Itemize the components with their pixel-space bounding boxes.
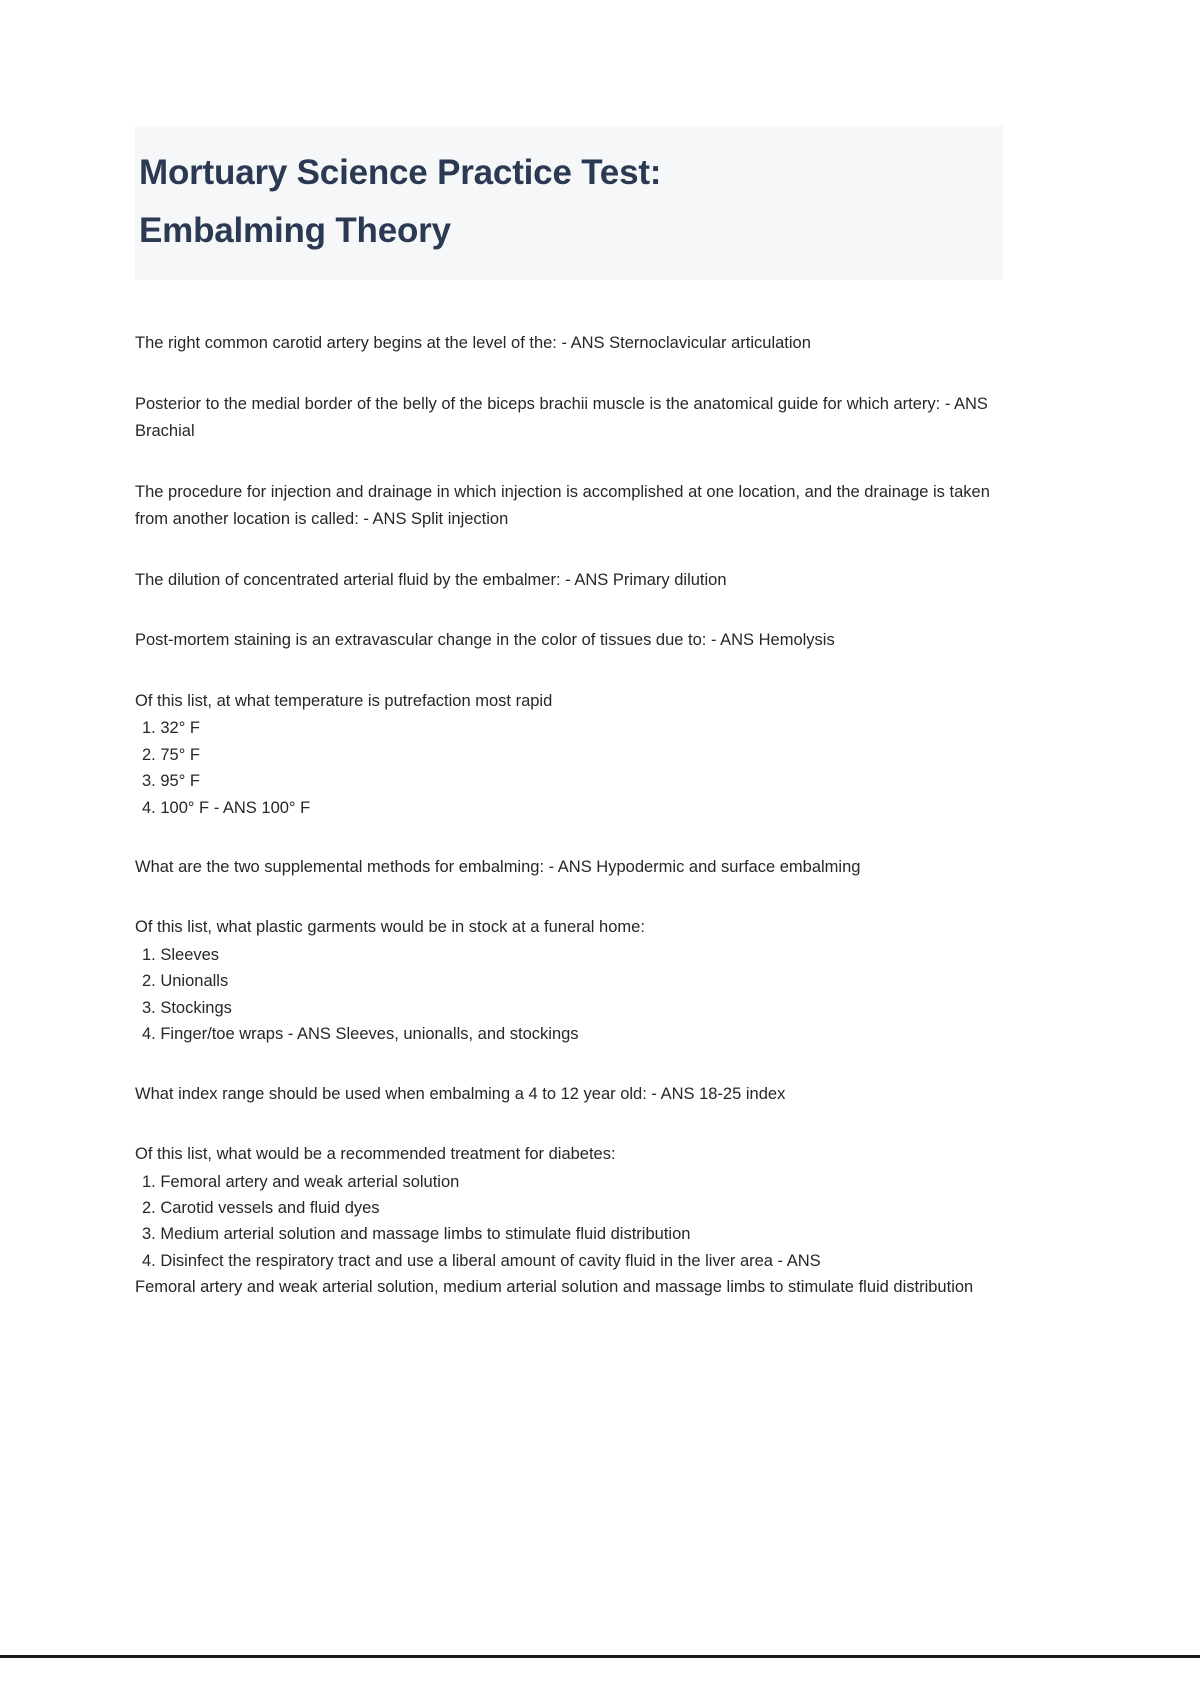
question-stem: Of this list, at what temperature is putrefaction most rapid [135, 691, 553, 710]
list-item: 2. Carotid vessels and fluid dyes [142, 1199, 380, 1218]
question-stem: Of this list, what would be a recommended treatment for diabetes: [135, 1145, 616, 1164]
qa-text: The dilution of concentrated arterial fluid by the embalmer: - ANS Primary dilution [135, 570, 727, 589]
qa-text: Posterior to the medial border of the belly of the biceps brachii muscle is the anatomical guide for which artery: - ANS Brachial [135, 394, 988, 441]
list-item: 3. 95° F [142, 772, 200, 791]
qa-block [135, 479, 1003, 534]
page-title-line-1: Mortuary Science Practice Test: [139, 153, 662, 192]
qa-block [135, 1081, 1003, 1109]
list-item: 4. Finger/toe wraps - ANS Sleeves, unionalls, and stockings [142, 1025, 579, 1044]
list-item: 3. Medium arterial solution and massage limbs to stimulate fluid distribution [142, 1225, 691, 1244]
list-item: 3. Stockings [142, 998, 232, 1017]
list-item: 4. Disinfect the respiratory tract and use a liberal amount of cavity fluid in the liver area - ANS [142, 1251, 821, 1270]
qa-text: Post-mortem staining is an extravascular change in the color of tissues due to: - ANS Hemolysis [135, 631, 835, 650]
qa-block [135, 330, 1003, 358]
document-title-band [135, 126, 1003, 280]
page-title [135, 144, 1003, 260]
qa-block [135, 854, 1003, 882]
list-item: 1. 32° F [142, 719, 200, 738]
option-list [135, 715, 1003, 821]
question-stem: Of this list, what plastic garments would be in stock at a funeral home: [135, 918, 645, 937]
qa-block [135, 391, 1003, 446]
question-list-block [135, 688, 1003, 821]
qa-text: What are the two supplemental methods for embalming: - ANS Hypodermic and surface embalming [135, 857, 861, 876]
qa-text: The procedure for injection and drainage in which injection is accomplished at one location, and the drainage is taken from another location is called: - ANS Split injection [135, 482, 990, 529]
question-list-block [135, 1141, 1003, 1302]
list-item: 1. Femoral artery and weak arterial solution [142, 1172, 460, 1191]
list-item: 4. 100° F - ANS 100° F [142, 798, 311, 817]
option-list [135, 942, 1003, 1048]
page-title-line-2: Embalming Theory [139, 211, 451, 251]
option-list [135, 1169, 1003, 1275]
qa-text: What index range should be used when embalming a 4 to 12 year old: - ANS 18-25 index [135, 1084, 786, 1103]
qa-block [135, 627, 1003, 655]
document-body [135, 330, 1003, 1302]
list-item: 2. Unionalls [142, 972, 229, 991]
qa-block [135, 567, 1003, 595]
qa-text: The right common carotid artery begins at the level of the: - ANS Sternoclavicular articulation [135, 334, 811, 352]
footer-divider [0, 1655, 1200, 1658]
question-list-block [135, 914, 1003, 1047]
list-item: 1. Sleeves [142, 946, 220, 965]
answer-continuation: Femoral artery and weak arterial solution, medium arterial solution and massage limbs to stimulate fluid distribution [135, 1278, 974, 1297]
list-item: 2. 75° F [142, 745, 200, 764]
